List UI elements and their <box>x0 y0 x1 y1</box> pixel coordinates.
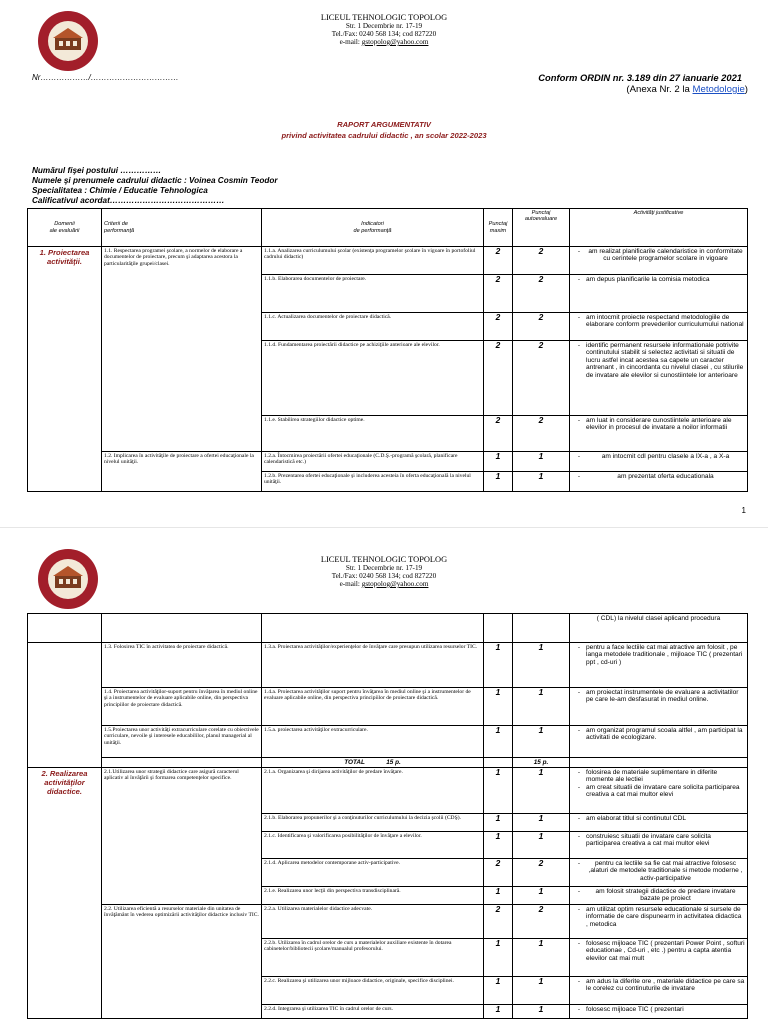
indicator-cell: 2.2.d. Integrarea şi utilizarea TIC în cadrul orelor de curs. <box>262 1005 484 1019</box>
max-score: 1 <box>484 726 513 758</box>
self-score: 2 <box>513 275 570 313</box>
self-score: 2 <box>513 341 570 416</box>
school-name: LICEUL TEHNOLOGIC TOPOLOG <box>320 555 448 564</box>
max-score: 2 <box>484 905 513 939</box>
self-score: 2 <box>513 859 570 887</box>
indicator-cell: 2.2.b. Utilizarea în cadrul orelor de curs a materialelor auxiliare existente în dotarea cabinetelor/bibliotecii şcolare/manualul profesorului. <box>262 939 484 977</box>
justification-cell: - pentru a face lectiile cat mai atractive am folosit , pe langa metodele traditionale , mijloace TIC ( prezentari ppt , cd-uri ) <box>570 643 748 688</box>
school-header <box>0 14 768 46</box>
evaluation-table-page1 <box>27 208 748 492</box>
self-score: 1 <box>513 452 570 472</box>
self-score: 1 <box>513 643 570 688</box>
info-nume: Numele şi prenumele cadrului didactic : Voinea Cosmin Teodor <box>32 176 278 185</box>
criteria-2-1: 2.1.Utilizarea unor strategii didactice care asigură caracterul aplicativ al învăţării şi formarea competenţelor specifice. <box>102 768 262 905</box>
empty-cell <box>570 758 748 768</box>
total-max: 15 p. <box>386 759 401 766</box>
max-score: 1 <box>484 472 513 492</box>
max-score: 1 <box>484 939 513 977</box>
self-score: 1 <box>513 939 570 977</box>
domain-1: 1. Proiectarea activităţii. <box>28 247 102 492</box>
indicator-cell: 2.1.b. Elaborarea propunerilor şi a conţinuturilor curriculumului la decizia şcolii (CDŞ). <box>262 814 484 832</box>
empty-cell <box>102 758 262 768</box>
criteria-cell: 1.4. Proiectarea activităţilor-suport pentru învăţarea în mediul online şi a instrumentelor de evaluare aplicabile online, din perspectiva principiilor de proiectare didactică. <box>102 688 262 726</box>
justification-cell: - am prezentat oferta educationala <box>570 472 748 492</box>
max-score: 1 <box>484 643 513 688</box>
max-score: 1 <box>484 768 513 814</box>
indicator-cell: 1.4.a. Proiectarea activităţilor suport pentru învăţarea în mediul online şi a instrumentelor de evaluare aplicabile online, din perspectiva principiilor de proiectare didactică. <box>262 688 484 726</box>
criteria-cell: 1.5.Proiectarea unor activităţi extracurriculare corelate cu obiectivele curriculare, nevoile şi interesele educabililor, planul managerial al unităţii. <box>102 726 262 758</box>
max-score: 2 <box>484 313 513 341</box>
registration-number: Nr………………/…………………………… <box>32 73 179 82</box>
justification-cell: - identific permanent resursele informationale potrivite continutului stabilit si selectez activitati si situatii de lucru astfel incat acestea sa capete un caracter antrenant , in cincordanta cu nivelul clasei , cu stilurile de invatare ale elevilor si cunostiintele lor anterioare <box>570 341 748 416</box>
school-phone: Tel./Fax: 0240 568 134; cod 827220 <box>331 30 437 38</box>
domain-cell-empty <box>28 643 102 768</box>
empty-cell <box>484 758 513 768</box>
self-score: 1 <box>513 688 570 726</box>
empty-cell <box>102 614 262 643</box>
school-phone: Tel./Fax: 0240 568 134; cod 827220 <box>331 572 437 580</box>
indicator-cell: 1.1.a. Analizarea curriculumului şcolar (existenţa programelor şcolare în vigoare în portofoliul cadrului didactic) <box>262 247 484 275</box>
justification-cell: - am utilizat optim resursele educationale si sursele de informatie de care dispunearm in activitatea didactica , metodica <box>570 905 748 939</box>
indicator-cell: 1.5.a. proiectarea activităţilor extracurriculare. <box>262 726 484 758</box>
empty-cell <box>262 614 484 643</box>
indicator-cell: 1.3.a. Proiectarea activităţilor/experienţelor de învăţare care presupun utilizarea resurselor TIC. <box>262 643 484 688</box>
justification-cell: - folosirea de materiale suplimentare in diferite momente ale lectiei - am creat situatii de invatare care solicita participarea creativa a cat mai multor elevi <box>570 768 748 814</box>
empty-cell <box>28 614 102 643</box>
criteria-cell: 1.3. Folosirea TIC în activitatea de proiectare didactică. <box>102 643 262 688</box>
school-email-line <box>0 580 768 588</box>
anexa-open: (Anexa Nr. 2 la <box>626 84 693 95</box>
criteria-1-2: 1.2. Implicarea în activităţile de proiectare a ofertei educaţionale la nivelul unităţii. <box>102 452 262 492</box>
self-score: 2 <box>513 313 570 341</box>
max-score: 2 <box>484 275 513 313</box>
max-score: 1 <box>484 1005 513 1019</box>
justification-cell: - am elaborat titlul si continutul CDL <box>570 814 748 832</box>
school-address: Str. 1 Decembrie nr. 17-19 <box>345 22 423 30</box>
indicator-cell: 2.2.c. Realizarea şi utilizarea unor mijloace didactice, originale, specifice disciplinei. <box>262 977 484 1005</box>
max-score: 1 <box>484 688 513 726</box>
header-autoevaluare: Punctaj autoevaluare <box>513 209 570 247</box>
justification-cell: - am intocmit proiecte respectand metodologiile de elaborare conform prevederilor curriculumului national <box>570 313 748 341</box>
empty-cell <box>513 614 570 643</box>
header-indicatori: Indicatori de performanţă <box>262 209 484 247</box>
anexa-close: ) <box>744 84 748 95</box>
table-row <box>28 247 748 275</box>
justification-cell: - am adus la diferite ore , materiale didactice pe care sa le corelez cu continuturile de invatare <box>570 977 748 1005</box>
justification-cell: - am depus planificarile la comisia metodica <box>570 275 748 313</box>
school-address: Str. 1 Decembrie nr. 17-19 <box>345 564 423 572</box>
max-score: 2 <box>484 859 513 887</box>
max-score: 2 <box>484 341 513 416</box>
email-label: e-mail: <box>339 38 362 46</box>
self-score: 2 <box>513 416 570 452</box>
indicator-cell: 2.1.e. Realizarea unor lecţii din perspectiva transdisciplinară. <box>262 887 484 905</box>
justification-cell: - am folosit strategii didactice de predare invatare bazate pe proiect <box>570 887 748 905</box>
email-link[interactable]: gstopolog@yahoo.com <box>361 38 429 46</box>
report-subtitle: privind activitatea cadrului didactic , an scolar 2022-2023 <box>281 131 487 140</box>
indicator-cell: 2.1.a. Organizarea şi dirijarea activităţilor de predare învăţare. <box>262 768 484 814</box>
self-score: 2 <box>513 905 570 939</box>
table-row <box>28 452 748 472</box>
indicator-cell: 2.1.d. Aplicarea metodelor contemporane activ-participative. <box>262 859 484 887</box>
table-row <box>28 905 748 939</box>
page-separator <box>0 527 768 528</box>
max-score: 2 <box>484 247 513 275</box>
school-email-line <box>0 38 768 46</box>
total-label: TOTAL <box>344 759 365 766</box>
header-activitati: Activităţi justificative <box>570 209 748 247</box>
header-punctaj-maxim: Punctaj maxim <box>484 209 513 247</box>
justification-cell: ( CDL) la nivelul clasei aplicand procedura <box>570 614 748 643</box>
header-criterii: Criterii de performanţă <box>102 209 262 247</box>
indicator-cell: 2.1.c. Identificarea şi valorificarea posibilităţilor de învăţare a elevilor. <box>262 832 484 859</box>
indicator-cell: 1.2.a. Întocmirea proiectării ofertei educaţionale (C.D.Ş.-programă şcolară, planificare calendaristică etc.) <box>262 452 484 472</box>
self-score: 1 <box>513 472 570 492</box>
max-score: 2 <box>484 416 513 452</box>
max-score: 1 <box>484 887 513 905</box>
report-title: RAPORT ARGUMENTATIV <box>337 120 431 129</box>
self-score: 1 <box>513 726 570 758</box>
self-score: 2 <box>513 247 570 275</box>
self-score: 1 <box>513 887 570 905</box>
justification-cell: - am organizat programul scoala altfel , am participat la activitati de ecologizare. <box>570 726 748 758</box>
page-number: 1 <box>741 506 746 515</box>
indicator-cell: 1.1.b. Elaborarea documentelor de proiectare. <box>262 275 484 313</box>
justification-cell: - folosesc mijloace TIC ( prezentari Power Point , softuri educationae , Cd-uri , etc .) pentru a capta atentia elevilor cat mai mult <box>570 939 748 977</box>
justification-cell: - am realizat planificarile calendaristice in conformitate cu cerintele programelor scolare in vigoare <box>570 247 748 275</box>
justification-cell: - am proiectat instrumentele de evaluare a activitatilor pe care le-am desfasurat in mediul online. <box>570 688 748 726</box>
justification-cell: - am intocmit cdl pentru clasele a IX-a , a X-a <box>570 452 748 472</box>
self-score: 1 <box>513 1005 570 1019</box>
email-link[interactable]: gstopolog@yahoo.com <box>361 580 429 588</box>
max-score: 1 <box>484 814 513 832</box>
table-header-row <box>28 209 748 247</box>
metodologie-link[interactable]: Metodologie <box>692 84 745 95</box>
indicator-cell: 1.1.e. Stabilirea strategiilor didactice optime. <box>262 416 484 452</box>
table-row <box>28 614 748 643</box>
indicator-cell: 1.2.b. Prezentarea ofertei educaţionale şi includerea acesteia în oferta educaţională la nivelul unităţii. <box>262 472 484 492</box>
info-specialitate: Specialitatea : Chimie / Educatie Tehnologica <box>32 186 208 195</box>
indicator-cell: 1.1.c. Actualizarea documentelor de proiectare didactică. <box>262 313 484 341</box>
header-domenii: Domenii ale evaluării <box>28 209 102 247</box>
table-row <box>28 768 748 814</box>
self-score: 1 <box>513 814 570 832</box>
email-label: e-mail: <box>339 580 362 588</box>
indicator-cell: 1.1.d. Fundamentarea proiectării didactice pe achiziţiile anterioare ale elevilor. <box>262 341 484 416</box>
self-score: 1 <box>513 977 570 1005</box>
info-block <box>32 166 278 206</box>
empty-cell <box>484 614 513 643</box>
anexa-note <box>626 84 748 95</box>
domain-2: 2. Realizarea activităţilor didactice. <box>28 768 102 1019</box>
info-calificativ: Calificativul acordat…………………………………… <box>32 196 225 205</box>
justification-cell: - am luat in considerare cunostiintele anterioare ale elevilor in procesul de invatare a noilor informatii <box>570 416 748 452</box>
criteria-1-1: 1.1. Respectarea programei şcolare, a normelor de elaborare a documentelor de proiectare, precum şi adaptarea acestora la particularităţile grupei/clasei. <box>102 247 262 452</box>
conform-order: Conform ORDIN nr. 3.189 din 27 ianuarie 2021 <box>538 72 742 83</box>
total-auto: 15 p. <box>513 758 570 768</box>
table-row <box>28 643 748 688</box>
max-score: 1 <box>484 977 513 1005</box>
indicator-cell: 2.2.a. Utilizarea materialelor didactice adecvate. <box>262 905 484 939</box>
self-score: 1 <box>513 768 570 814</box>
criteria-2-2: 2.2. Utilizarea eficientă a resurselor materiale din unitatea de învăţământ în vederea optimizării activităţilor didactice inclusiv TIC. <box>102 905 262 1019</box>
table-row <box>28 726 748 758</box>
justification-cell: - pentru ca lectiile sa fie cat mai atractive folosesc ,alaturi de metodele traditionale si metode moderne , activ-participative <box>570 859 748 887</box>
justification-cell: - folosesc mijloace TIC ( prezentari <box>570 1005 748 1019</box>
total-row <box>28 758 748 768</box>
max-score: 1 <box>484 832 513 859</box>
info-fisa: Numărul fişei postului …………… <box>32 166 162 175</box>
total-cell <box>262 758 484 768</box>
evaluation-table-page2 <box>27 613 748 1019</box>
school-header-page2 <box>0 556 768 588</box>
school-name: LICEUL TEHNOLOGIC TOPOLOG <box>320 13 448 22</box>
justification-cell: - construiesc situatii de invatare care solicita participarea creativa a cat mai multor elevi <box>570 832 748 859</box>
self-score: 1 <box>513 832 570 859</box>
max-score: 1 <box>484 452 513 472</box>
table-row <box>28 688 748 726</box>
